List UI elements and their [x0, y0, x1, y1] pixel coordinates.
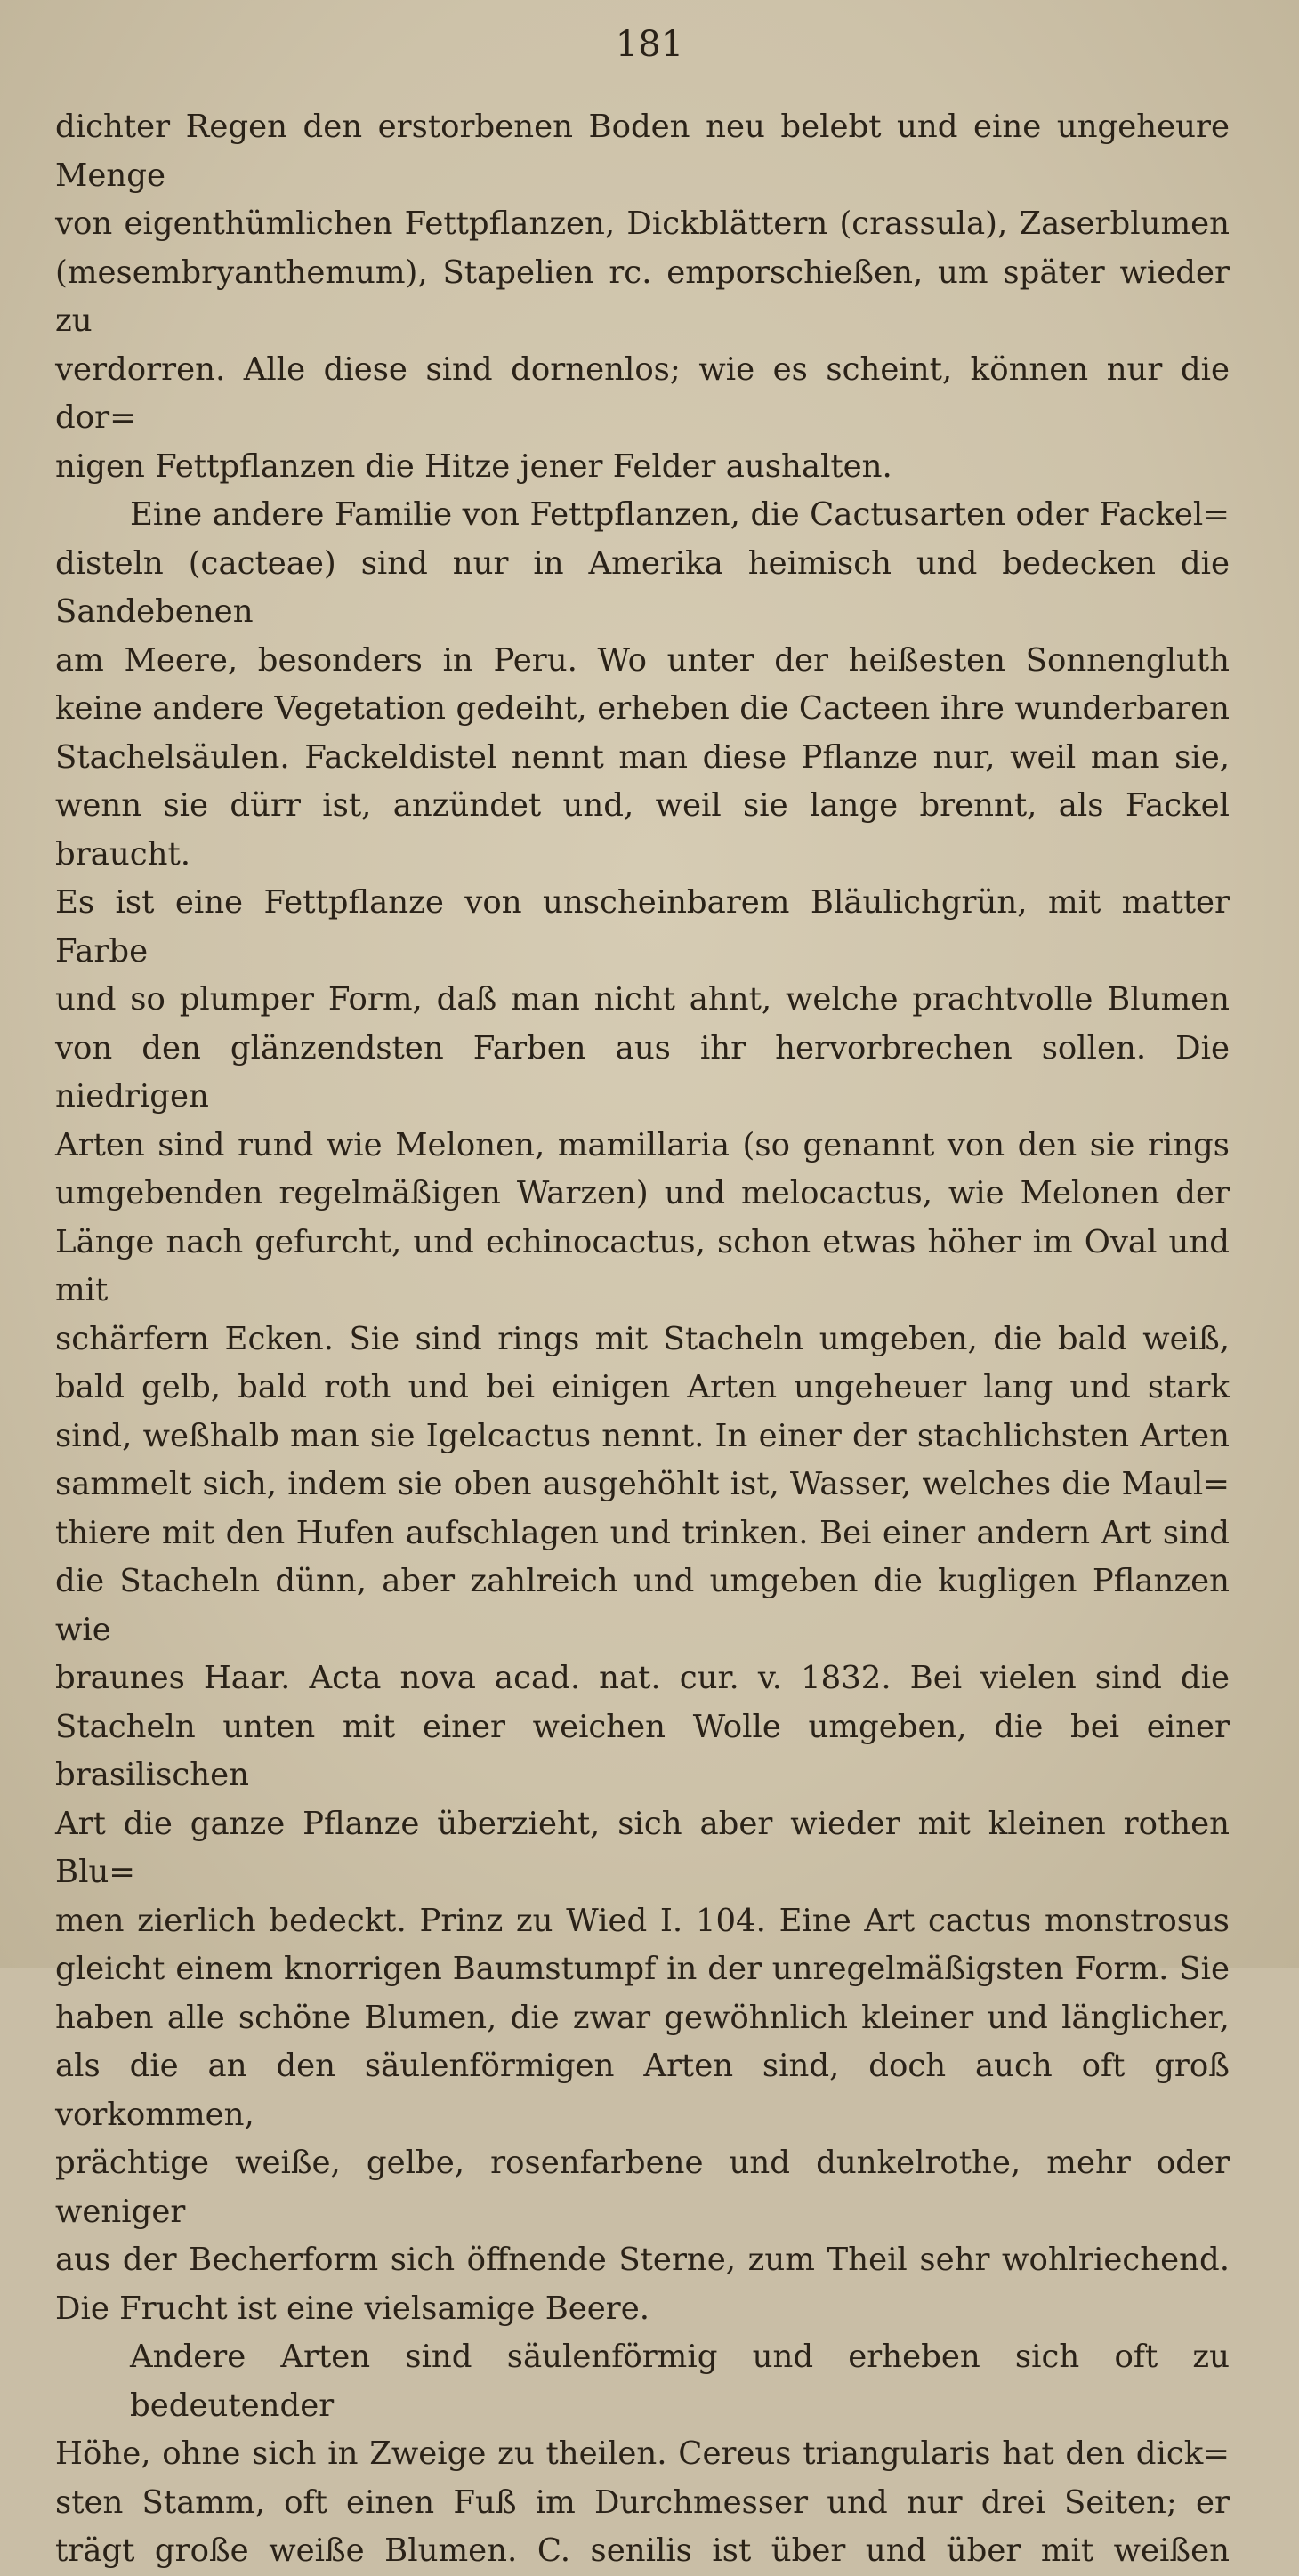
text-line: haben alle schöne Blumen, die zwar gewöhnlich kleiner und länglicher,: [55, 1999, 1230, 2036]
text-line: sammelt sich, indem sie oben ausgehöhlt ist, Wasser, welches die Maul=: [55, 1466, 1230, 1502]
text-line: wenn sie dürr ist, anzündet und, weil sie lange brennt, als Fackel braucht.: [55, 787, 1230, 873]
text-line: und so plumper Form, daß man nicht ahnt, welche prachtvolle Blumen: [55, 981, 1230, 1018]
text-line: Arten sind rund wie Melonen, mamillaria (so genannt von den sie rings: [55, 1126, 1230, 1163]
text-line: am Meere, besonders in Peru. Wo unter der heißesten Sonnengluth: [55, 641, 1230, 679]
text-line: nigen Fettpflanzen die Hitze jener Felder aushalten.: [55, 447, 892, 485]
text-line: sten Stamm, oft einen Fuß im Durchmesser und nur drei Seiten; er: [55, 2483, 1230, 2521]
text-line: braunes Haar. Acta nova acad. nat. cur. v. 1832. Bei vielen sind die: [55, 1660, 1230, 1696]
text-line: von eigenthümlichen Fettpflanzen, Dickblättern (crassula), Zaserblumen: [55, 205, 1230, 242]
text-line: (mesembryanthemum), Stapelien rc. emporschießen, um später wieder zu: [55, 254, 1230, 339]
text-line: Höhe, ohne sich in Zweige zu theilen. Cereus triangularis hat den dick=: [55, 2435, 1230, 2472]
text-line: die Stacheln dünn, aber zahlreich und umgeben die kugligen Pflanzen wie: [55, 1563, 1230, 1648]
text-line: gleicht einem knorrigen Baumstumpf in der unregelmäßigsten Form. Sie: [55, 1951, 1230, 1987]
text-line: Andere Arten sind säulenförmig und erheben sich oft zu bedeutender: [130, 2339, 1230, 2424]
text-line: als die an den säulenförmigen Arten sind, doch auch oft groß vorkommen,: [55, 2048, 1230, 2133]
text-line: Es ist eine Fettpflanze von unscheinbarem Bläulichgrün, mit matter Farbe: [55, 884, 1230, 970]
text-line: Die Frucht ist eine vielsamige Beere.: [55, 2290, 650, 2327]
text-line: schärfern Ecken. Sie sind rings mit Stacheln umgeben, die bald weiß,: [55, 1320, 1230, 1357]
text-line: umgebenden regelmäßigen Warzen) und melocactus, wie Melonen der: [55, 1175, 1230, 1212]
text-line: disteln (cacteae) sind nur in Amerika heimisch und bedecken die Sandebenen: [55, 544, 1230, 630]
text-line: trägt große weiße Blumen. C. senilis ist über und über mit weißen: [55, 2532, 1230, 2569]
text-line: thiere mit den Hufen aufschlagen und trinken. Bei einer andern Art sind: [55, 1514, 1230, 1551]
body-text: [55, 103, 1230, 2576]
text-line: aus der Becherform sich öffnende Sterne, zum Theil sehr wohlriechend.: [55, 2242, 1230, 2278]
text-line: Eine andere Familie von Fettpflanzen, die Cactusarten oder Fackel=: [130, 496, 1230, 533]
text-line: keine andere Vegetation gedeiht, erheben die Cacteen ihre wunderbaren: [55, 690, 1230, 727]
text-line: Länge nach gefurcht, und echinocactus, schon etwas höher im Oval und mit: [55, 1223, 1230, 1308]
text-line: sind, weßhalb man sie Igelcactus nennt. In einer der stachlichsten Arten: [55, 1417, 1230, 1454]
text-line: dichter Regen den erstorbenen Boden neu belebt und eine ungeheure Menge: [55, 109, 1230, 194]
text-line: bald gelb, bald roth und bei einigen Arten ungeheuer lang und stark: [55, 1369, 1230, 1405]
text-line: Stacheln unten mit einer weichen Wolle umgeben, die bei einer brasilischen: [55, 1708, 1230, 1793]
text-line: prächtige weiße, gelbe, rosenfarbene und dunkelrothe, mehr oder weniger: [55, 2145, 1230, 2230]
text-line: von den glänzendsten Farben aus ihr hervorbrechen sollen. Die niedrigen: [55, 1029, 1230, 1115]
text-line: men zierlich bedeckt. Prinz zu Wied I. 104. Eine Art cactus monstrosus: [55, 1902, 1230, 1939]
text-line: verdorren. Alle diese sind dornenlos; wie es scheint, können nur die dor=: [55, 350, 1230, 436]
text-line: Art die ganze Pflanze überzieht, sich aber wieder mit kleinen rothen Blu=: [55, 1805, 1230, 1890]
page-number: 181: [615, 24, 684, 65]
text-line: Stachelsäulen. Fackeldistel nennt man diese Pflanze nur, weil man sie,: [55, 738, 1230, 776]
